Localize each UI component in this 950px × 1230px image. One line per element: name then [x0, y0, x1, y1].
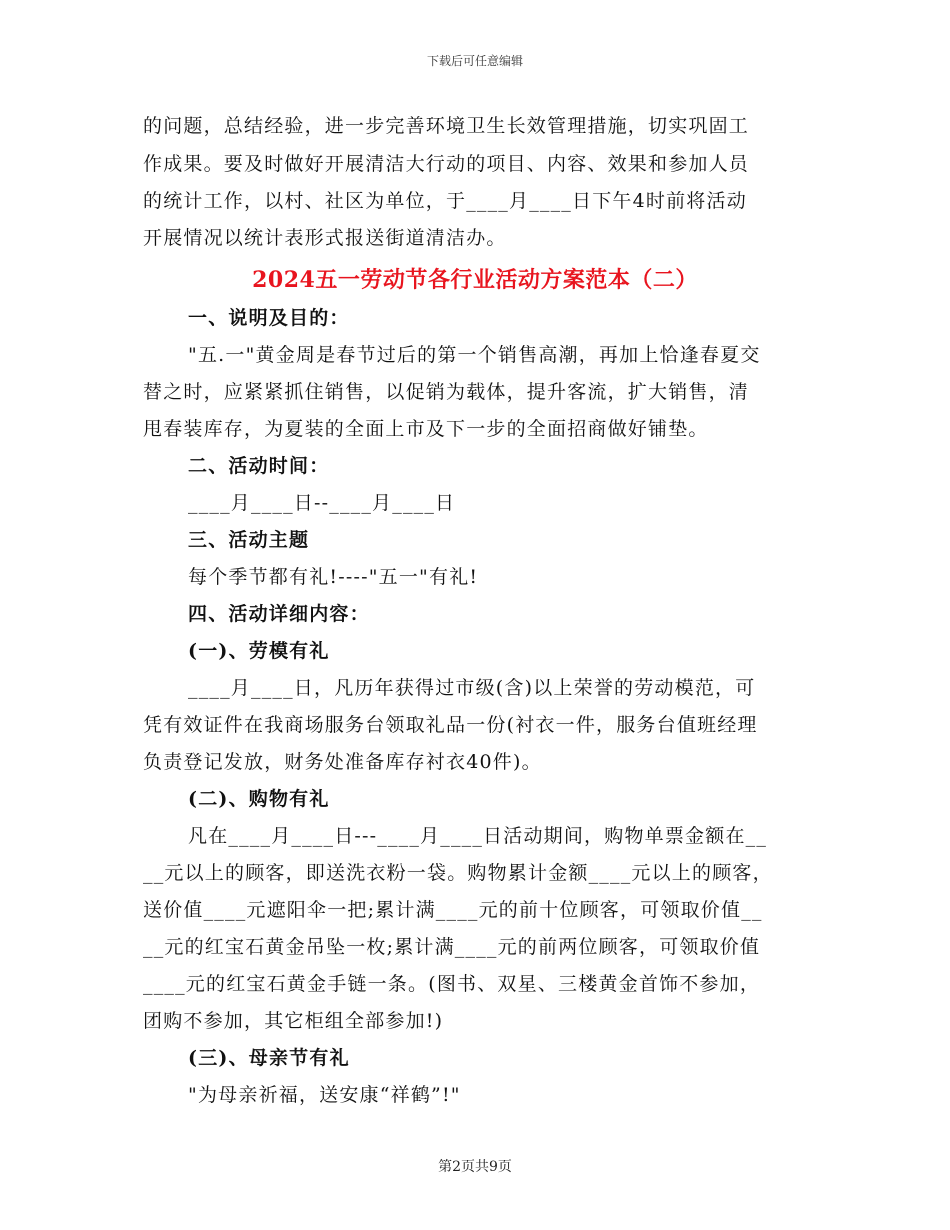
section-1-line-3: 甩春装库存，为夏装的全面上市及下一步的全面招商做好铺垫。 [143, 418, 709, 440]
section-1-line-2: 替之时，应紧紧抓住销售，以促销为载体，提升客流，扩大销售，清 [143, 381, 750, 403]
page-footer: 第2页共9页 [438, 1159, 512, 1175]
section-3-line: 每个季节都有礼!----"五一"有礼! [188, 566, 479, 588]
sub-2-line-2: __元以上的顾客，即送洗衣粉一袋。购物累计金额____元以上的顾客， [143, 862, 773, 884]
section-1-heading: 一、说明及目的： [188, 307, 350, 329]
sub-1-line-2: 凭有效证件在我商场服务台领取礼品一份(衬衣一件，服务台值班经理 [143, 714, 758, 736]
page-header: 下载后可任意编辑 [426, 54, 523, 68]
sub-2-line-1: 凡在____月____日---____月____日活动期间，购物单票金额在__ [188, 825, 768, 847]
section-2-line: ____月____日--____月____日 [188, 492, 456, 514]
intro-line-3: 的统计工作，以村、社区为单位，于____月____日下午4时前将活动 [143, 190, 747, 212]
intro-line-2: 作成果。要及时做好开展清洁大行动的项目、内容、效果和参加人员 [143, 153, 750, 175]
section-1-line-1: "五.一"黄金周是春节过后的第一个销售高潮，再加上恰逢春夏交 [188, 344, 761, 366]
sub-3-heading: (三)、母亲节有礼 [188, 1047, 350, 1069]
sub-2-line-4: __元的红宝石黄金吊坠一枚;累计满____元的前两位顾客，可领取价值 [143, 936, 761, 958]
intro-line-4: 开展情况以统计表形式报送街道清洁办。 [143, 227, 507, 249]
sub-2-line-3: 送价值____元遮阳伞一把;累计满____元的前十位顾客，可领取价值__ [143, 899, 763, 921]
sub-2-line-5: ____元的红宝石黄金手链一条。(图书、双星、三楼黄金首饰不参加， [143, 973, 761, 995]
sub-3-line: "为母亲祈福，送安康“祥鹤”!" [188, 1084, 461, 1106]
sub-1-line-1: ____月____日，凡历年获得过市级(含)以上荣誉的劳动模范，可 [188, 677, 756, 699]
sub-1-heading: (一)、劳模有礼 [188, 640, 330, 662]
intro-line-1: 的问题，总结经验，进一步完善环境卫生长效管理措施，切实巩固工 [143, 115, 750, 137]
section-4-heading: 四、活动详细内容： [188, 603, 370, 625]
sub-1-line-3: 负责登记发放，财务处准备库存衬衣40件)。 [143, 751, 542, 773]
section-2-heading: 二、活动时间： [188, 455, 330, 477]
sub-2-line-6: 团购不参加，其它柜组全部参加!) [143, 1010, 444, 1032]
section-3-heading: 三、活动主题 [188, 529, 310, 551]
sub-2-heading: (二)、购物有礼 [188, 788, 330, 810]
document-title: 2024五一劳动节各行业活动方案范本（二） [252, 267, 698, 293]
